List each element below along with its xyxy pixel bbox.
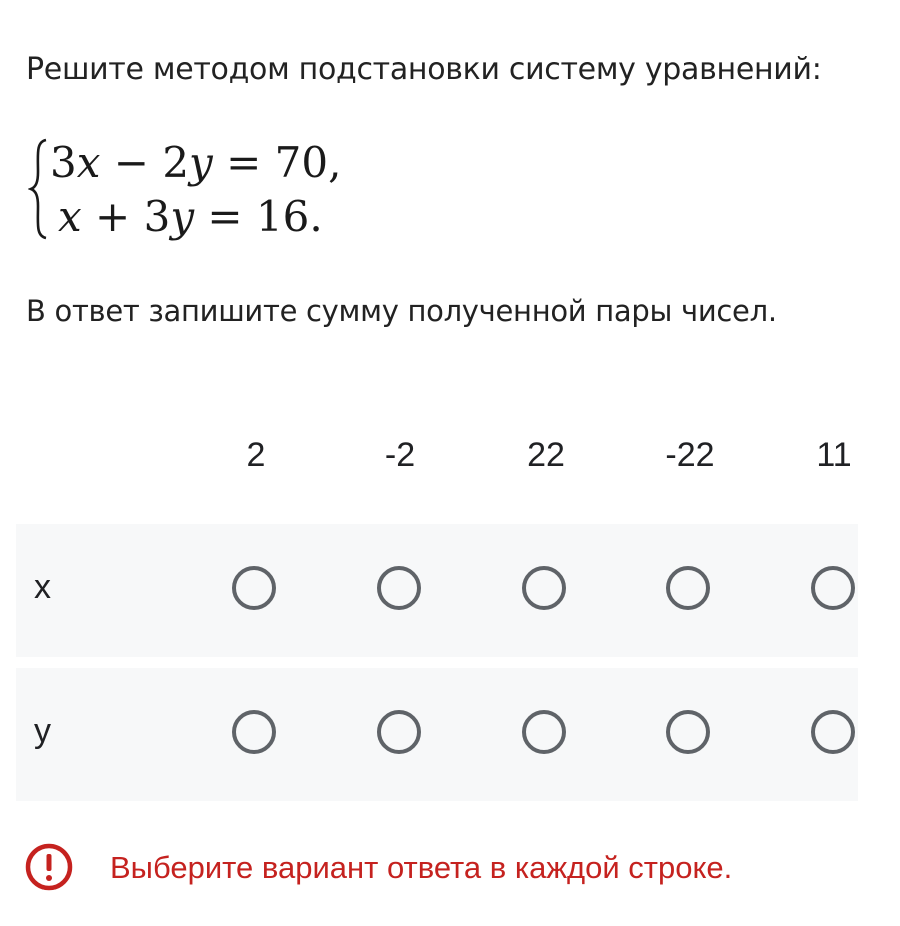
radio-y-col2[interactable] [377,710,421,754]
equation-2: x + 3y = 16. [58,192,323,241]
radio-y-col5[interactable] [811,710,855,754]
column-header-4: -22 [665,436,715,474]
radio-x-col2[interactable] [377,566,421,610]
radio-x-col3[interactable] [522,566,566,610]
column-header-3: 22 [527,436,565,474]
row-label-x: x [34,568,51,606]
validation-error [24,842,884,894]
error-message: Выберите вариант ответа в каждой строке. [110,850,733,885]
brace-icon [28,136,50,242]
equation-system [28,136,368,248]
radio-y-col3[interactable] [522,710,566,754]
column-header-2: -2 [384,436,416,474]
answer-instruction: В ответ запишите сумму полученной пары чисел. [26,294,777,328]
exclamation-circle-icon [24,842,74,892]
grid-row-x [16,524,858,657]
grid-row-y [16,668,858,801]
radio-x-col4[interactable] [666,566,710,610]
column-header-5: 11 [816,436,852,474]
column-header-1: 2 [246,436,266,474]
radio-x-col5[interactable] [811,566,855,610]
question-prompt: Решите методом подстановки систему уравнений: [26,52,822,87]
row-label-y: y [34,712,51,750]
radio-y-col4[interactable] [666,710,710,754]
radio-x-col1[interactable] [232,566,276,610]
equation-1: 3x − 2y = 70, [50,138,342,187]
radio-y-col1[interactable] [232,710,276,754]
